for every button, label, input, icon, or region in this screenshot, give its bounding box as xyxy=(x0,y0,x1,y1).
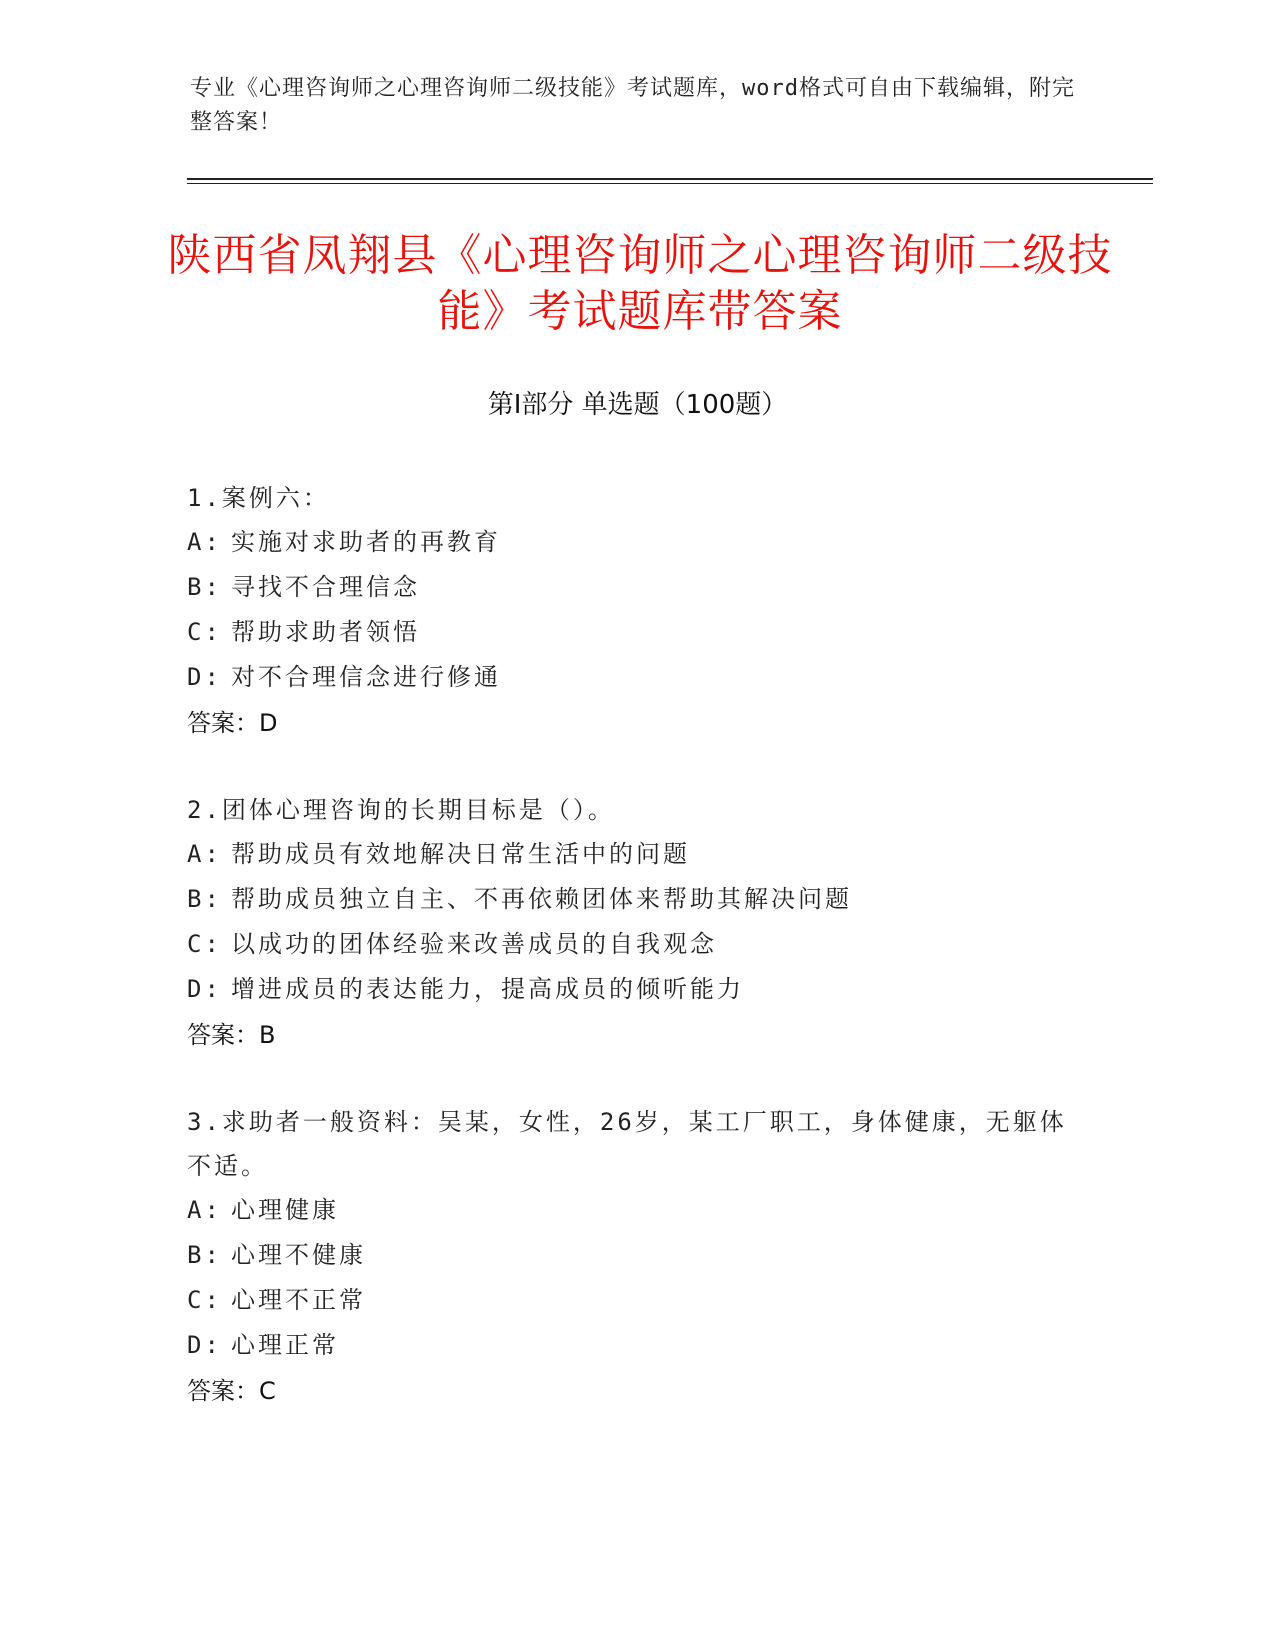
option-a xyxy=(187,832,1087,877)
option-letter: B: xyxy=(187,885,222,913)
question-stem: 3.求助者一般资料：吴某，女性，26岁，某工厂职工，身体健康，无躯体不适。 xyxy=(187,1108,1067,1180)
option-letter: A: xyxy=(187,1196,222,1224)
option-text: 增进成员的表达能力，提高成员的倾听能力 xyxy=(231,975,744,1003)
option-text: 心理不健康 xyxy=(231,1241,366,1269)
option-letter: D: xyxy=(187,663,222,691)
question-2 xyxy=(187,788,1087,1058)
option-d xyxy=(187,1323,1087,1368)
option-a xyxy=(187,520,1087,565)
option-letter: C: xyxy=(187,618,222,646)
option-a xyxy=(187,1188,1087,1233)
option-letter: D: xyxy=(187,975,222,1003)
option-text: 以成功的团体经验来改善成员的自我观念 xyxy=(231,930,717,958)
option-text: 帮助成员有效地解决日常生活中的问题 xyxy=(231,840,690,868)
section-title: 第Ⅰ部分 单选题（100题） xyxy=(487,390,788,420)
option-text: 对不合理信念进行修通 xyxy=(231,663,501,691)
option-b xyxy=(187,877,1087,922)
header-divider-thick xyxy=(187,178,1153,180)
question-1 xyxy=(187,476,1087,746)
option-letter: D: xyxy=(187,1331,222,1359)
option-letter: B: xyxy=(187,1241,222,1269)
answer-line: 答案：B xyxy=(187,1021,276,1049)
option-c xyxy=(187,922,1087,967)
option-b xyxy=(187,1233,1087,1278)
option-letter: B: xyxy=(187,573,222,601)
option-text: 帮助求助者领悟 xyxy=(231,618,420,646)
option-text: 心理正常 xyxy=(231,1331,339,1359)
option-d xyxy=(187,967,1087,1012)
question-3 xyxy=(187,1100,1087,1414)
option-letter: A: xyxy=(187,840,222,868)
question-stem: 2.团体心理咨询的长期目标是（）。 xyxy=(187,796,615,824)
option-text: 寻找不合理信念 xyxy=(231,573,420,601)
answer-line: 答案：D xyxy=(187,709,278,737)
option-text: 实施对求助者的再教育 xyxy=(231,528,501,556)
option-letter: C: xyxy=(187,930,222,958)
document-title: 陕西省凤翔县《心理咨询师之心理咨询师二级技能》考试题库带答案 xyxy=(167,230,1113,337)
option-b xyxy=(187,565,1087,610)
question-stem: 1.案例六： xyxy=(187,484,330,512)
option-letter: C: xyxy=(187,1286,222,1314)
option-c xyxy=(187,610,1087,655)
option-d xyxy=(187,655,1087,700)
answer-line: 答案：C xyxy=(187,1377,276,1405)
header-divider-thin xyxy=(187,183,1153,184)
option-text: 心理不正常 xyxy=(231,1286,366,1314)
header-note: 专业《心理咨询师之心理咨询师二级技能》考试题库，word格式可自由下载编辑，附完整答案！ xyxy=(190,76,1075,135)
option-letter: A: xyxy=(187,528,222,556)
question-list xyxy=(187,476,1087,1456)
option-text: 心理健康 xyxy=(231,1196,339,1224)
option-c xyxy=(187,1278,1087,1323)
option-text: 帮助成员独立自主、不再依赖团体来帮助其解决问题 xyxy=(231,885,852,913)
